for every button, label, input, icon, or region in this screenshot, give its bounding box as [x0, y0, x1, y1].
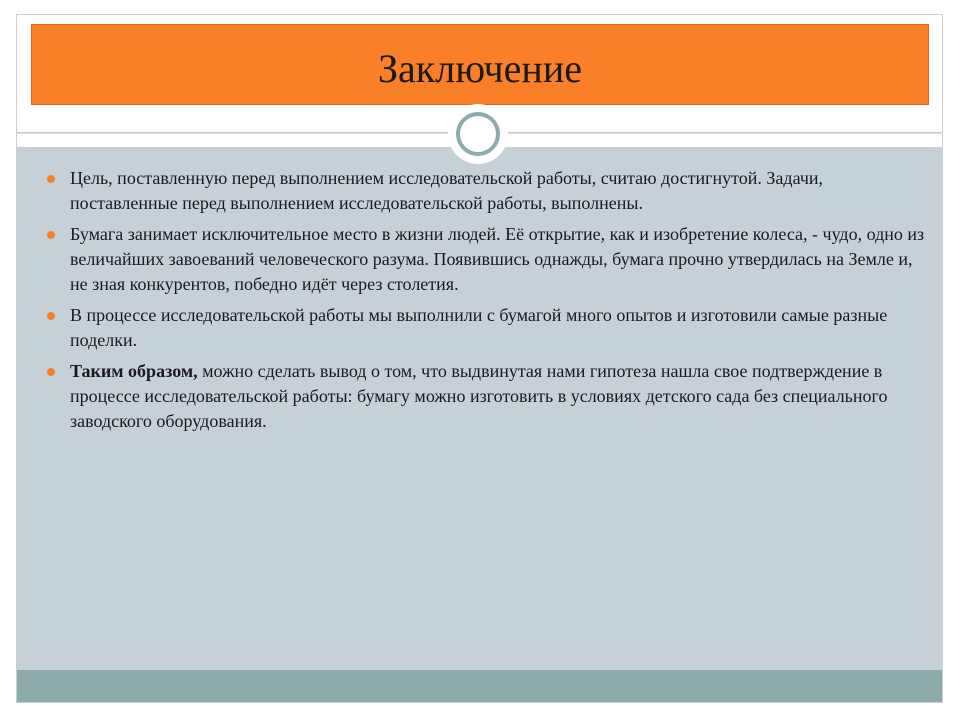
title-bar: [31, 24, 929, 105]
list-item: [47, 222, 927, 297]
list-item: [47, 303, 927, 353]
bullet-lead-bold: Таким образом,: [70, 361, 198, 381]
list-item: [47, 166, 927, 216]
slide-title: Заключение: [378, 45, 582, 91]
bullet-dot-icon: [47, 312, 55, 320]
bullet-text: Бумага занимает исключительное место в жизни людей. Её открытие, как и изобретение колеса, - чудо, одно из величайших завоеваний человеческого разума. Появившись однажды, бумага прочно утвердилась на Земле и, не зная конкурентов, победно идёт через столетия.: [70, 224, 925, 294]
circle-ornament-icon: [448, 104, 508, 164]
bullet-dot-icon: [47, 175, 55, 183]
bullet-text: Цель, поставленную перед выполнением исследовательской работы, считаю достигнутой. Задачи, поставленные перед выполнением исследовательской работы, выполнены.: [70, 168, 824, 213]
bullet-text: В процессе исследовательской работы мы выполнили с бумагой много опытов и изготовили самые разные поделки.: [70, 305, 888, 350]
bullet-text: можно сделать вывод о том, что выдвинутая нами гипотеза нашла свое подтверждение в процессе исследовательской работы: бумагу можно изготовить в условиях детского сада без специального заводского оборудования.: [70, 361, 888, 431]
list-item: [47, 359, 927, 434]
bullet-dot-icon: [47, 368, 55, 376]
footer-band: [17, 670, 942, 702]
bullet-dot-icon: [47, 231, 55, 239]
circle-ornament-inner: [456, 112, 500, 156]
bullet-list: [47, 166, 927, 440]
